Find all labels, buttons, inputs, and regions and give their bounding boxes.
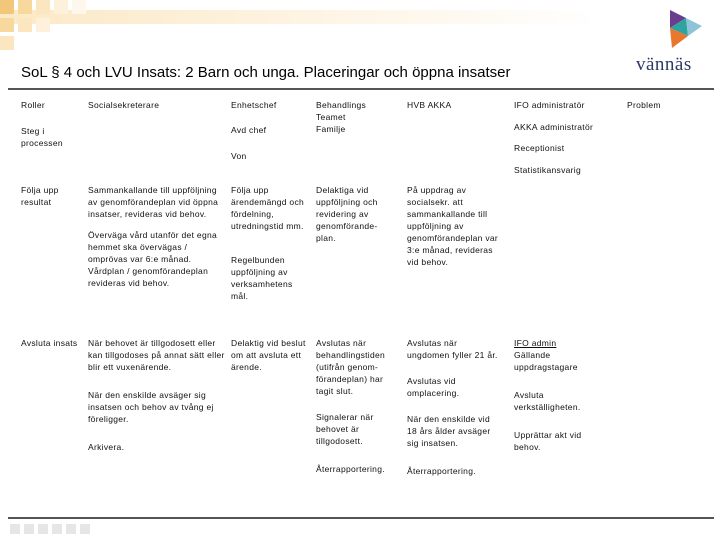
header-behandlings-line3: Familje (316, 124, 346, 134)
decorative-footer-pattern (0, 518, 720, 540)
row2-label: Avsluta insats (21, 338, 78, 348)
row1-enh-text2: Regelbunden uppföljning av verksamhetens mål. (231, 255, 293, 301)
row1-soc-text1: Sammankallande till uppföljning av genomförandeplan vid öppna insatser, revideras vid behov. (88, 185, 219, 219)
header-behandlingsteamet (316, 99, 401, 135)
row2-beh-text3: Återrapportering. (316, 464, 385, 474)
header-behandlings-line1: Behandlings (316, 100, 367, 110)
page-title: SoL § 4 och LVU Insats: 2 Barn och unga. Placeringar och öppna insatser (21, 64, 511, 81)
row2-hvb-text2: Avslutas vid omplacering. (407, 376, 460, 398)
row1-soc-text2: Överväga vård utanför det egna hemmet ska övervägas / omprövas var 6:e månad. Vårdplan / genomförandeplan revideras vid behov. (88, 230, 218, 288)
row1-behandlingsteamet: Delaktiga vid uppföljning och revidering av genomförande-plan. (316, 185, 378, 243)
header-steg (21, 125, 81, 149)
header-socialsekreterare: Socialsekreterare (88, 100, 160, 110)
logo-wordmark: vännäs (636, 54, 692, 75)
header-akka-admin: AKKA administratör (514, 122, 594, 132)
row2-ifo-admin (514, 337, 609, 453)
row2-soc-text2: När den enskilde avsäger sig insatsen och behov av tvång ej föreligger. (88, 390, 214, 424)
row2-hvb (407, 337, 502, 477)
row2-soc-text3: Arkivera. (88, 442, 125, 452)
row2-ifo-text3: Avsluta verkställigheten. (514, 390, 581, 412)
row1-socialsekreterare (88, 184, 226, 289)
row2-soc-text1: När behovet är tillgodosett eller kan tillgodoses på annat sätt eller blir ett vuxenärende. (88, 338, 225, 372)
row2-ifo-text2: Gällande uppdragstagare (514, 350, 578, 372)
header-von: Von (231, 151, 247, 161)
decorative-header-pattern (0, 0, 720, 60)
header-statistikansvarig: Statistikansvarig (514, 165, 581, 175)
row2-ifo-text4: Upprättar akt vid behov. (514, 430, 582, 452)
top-divider (8, 88, 714, 90)
header-steg-line2: processen (21, 138, 63, 148)
row2-ifo-text1: IFO admin (514, 338, 557, 348)
row1-enhetschef (231, 184, 307, 302)
header-problem: Problem (627, 100, 661, 110)
row2-beh-text1: Avslutas när behandlingstiden (utifrån genom-förandeplan) har tagit slut. (316, 338, 386, 396)
header-hvb-akka: HVB AKKA (407, 100, 452, 110)
header-enhetschef: Enhetschef (231, 100, 277, 110)
row2-enhetschef: Delaktig vid beslut om att avsluta ett ärende. (231, 338, 306, 372)
header-behandlings-line2: Teamet (316, 112, 346, 122)
header-roller: Roller (21, 100, 46, 110)
row1-enh-text1: Följa upp ärendemängd och fördelning, utredningstid mm. (231, 185, 305, 231)
row2-behandlingsteamet (316, 337, 396, 475)
header-receptionist: Receptionist (514, 143, 565, 153)
row2-beh-text2: Signalerar när behovet är tillgodosett. (316, 412, 374, 446)
row2-hvb-text1: Avslutas när ungdomen fyller 21 år. (407, 338, 498, 360)
header-avd-chef: Avd chef (231, 125, 267, 135)
row2-hvb-text3: När den enskilde vid 18 års ålder avsäger sig insatsen. (407, 414, 491, 448)
header-steg-line1: Steg i (21, 126, 45, 136)
row2-hvb-text4: Återrapportering. (407, 466, 476, 476)
header-ifo-admin: IFO administratör (514, 100, 585, 110)
row1-label: Följa upp resultat (21, 185, 59, 207)
row1-hvb: På uppdrag av socialsekr. att sammankallande till uppföljning av genomförandeplan var 3:e månad, revideras vid behov. (407, 185, 499, 267)
row2-socialsekreterare (88, 337, 226, 453)
